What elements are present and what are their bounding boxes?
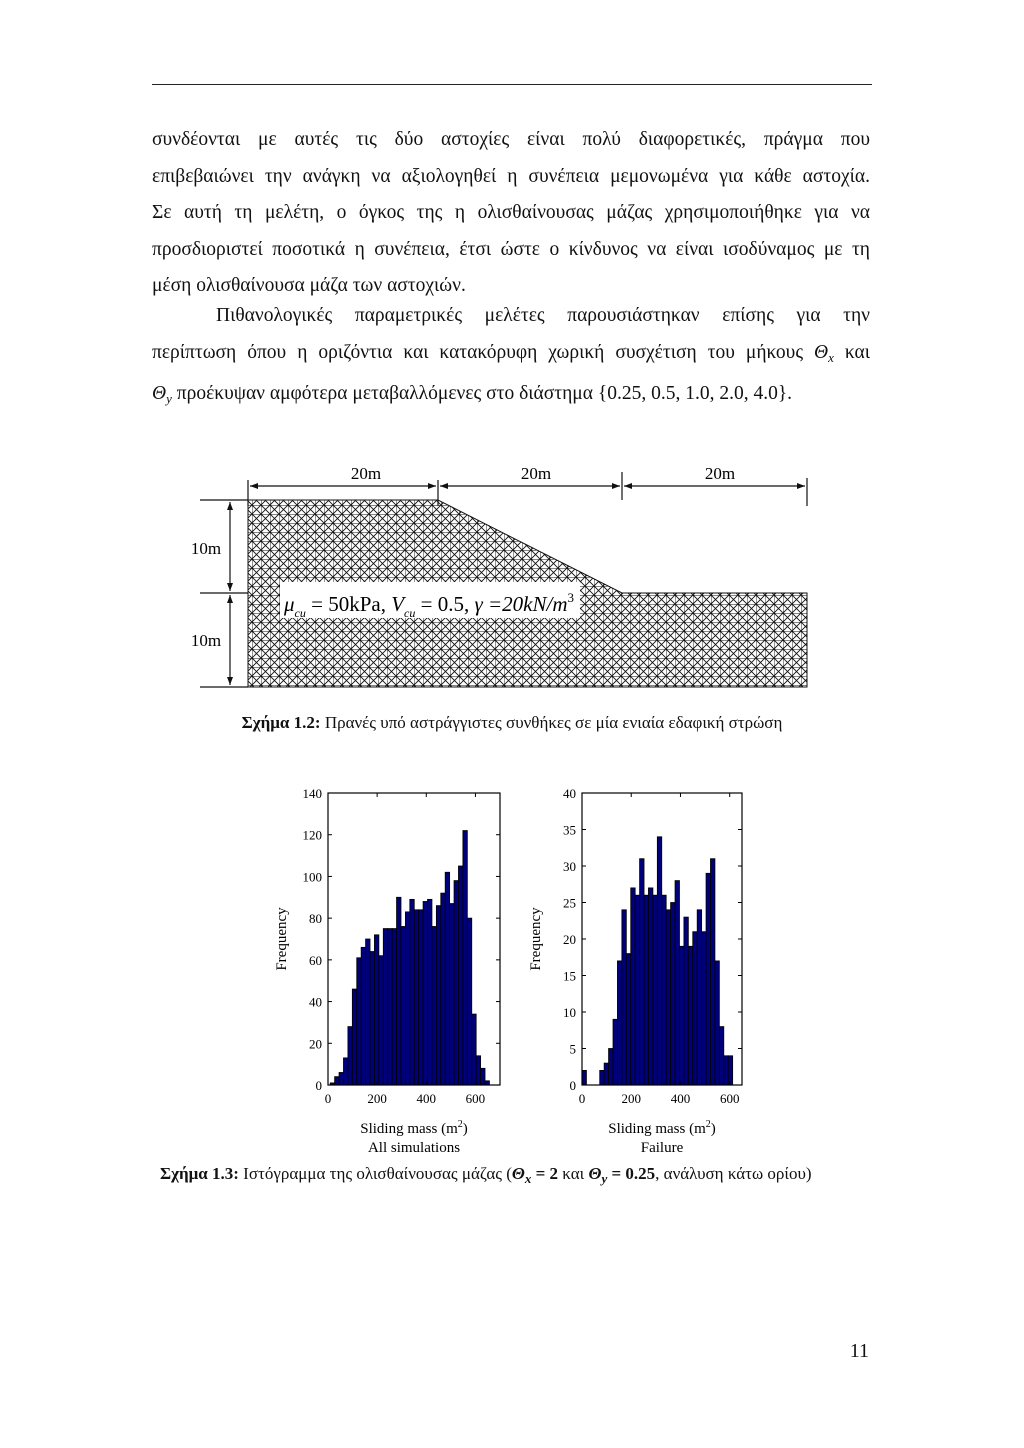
histogram-bar (653, 895, 657, 1085)
histogram-all-simulations (274, 786, 500, 1156)
paragraph-2-line (152, 335, 870, 377)
mu-subscript: cu (294, 606, 306, 620)
histogram-bar (684, 917, 688, 1085)
histogram-bar (679, 946, 683, 1085)
theta-subscript: y (601, 1171, 608, 1186)
y-tick-label: 60 (309, 952, 322, 968)
histogram-bar (441, 893, 445, 1085)
y-tick-label: 140 (302, 786, 322, 801)
histogram-failure (528, 786, 742, 1156)
header-rule (152, 84, 872, 85)
paragraph-2-text: και (833, 341, 871, 363)
paragraph-1-line: συνδέονται με αυτές τις δύο αστοχίες είναι πολύ διαφορετικές, πράγμα που (152, 129, 870, 150)
v-symbol: V (391, 592, 405, 616)
x-tick-label: 200 (367, 1091, 387, 1106)
histogram-bar (357, 958, 361, 1085)
gamma-text: γ =20kN/m (474, 592, 568, 616)
histogram-bar (675, 881, 679, 1085)
dimension-label-top: 20m (350, 464, 382, 483)
histogram-bar (715, 961, 719, 1085)
histogram-bar (432, 926, 436, 1085)
y-tick-label: 35 (563, 822, 576, 838)
x-tick-label: 400 (670, 1091, 691, 1106)
histogram-bar (445, 872, 449, 1085)
caption-text: , ανάλυση κάτω ορίου) (655, 1164, 812, 1183)
theta-subscript: y (166, 391, 172, 406)
figure-1-3-caption (160, 1163, 812, 1190)
paragraph-2-line: Πιθανολογικές παραμετρικές μελέτες παρουσιάστηκαν επίσης για την (216, 305, 870, 326)
x-axis-label: Sliding mass $(m^2)$ (608, 1119, 716, 1137)
y-axis-label: Frequency (274, 907, 290, 971)
histogram-bar (419, 910, 423, 1085)
theta-subscript: x (524, 1171, 532, 1186)
histogram-bar (476, 1056, 480, 1085)
paragraph-2-text: περίπτωση όπου η οριζόντια και κατακόρυφη χωρική συσχέτιση του μήκους (152, 341, 815, 363)
histogram-subtitle: Failure (640, 1140, 684, 1156)
v-subscript: cu (404, 606, 416, 620)
histogram-bar (697, 910, 701, 1085)
histogram-bar (609, 1049, 613, 1086)
histogram-bar (335, 1077, 339, 1085)
histogram-bar (631, 888, 635, 1085)
x-tick-label: 600 (465, 1091, 486, 1106)
dimension-label-top: 20m (704, 464, 736, 483)
x-tick-label: 0 (324, 1091, 332, 1106)
histogram-bar (724, 1056, 728, 1085)
paragraph-2 (152, 298, 870, 418)
histogram-bar (348, 1027, 352, 1085)
y-tick-label: 15 (563, 968, 576, 984)
paragraph-1-line: προσδιοριστεί ποσοτικά η συνέπεια, έτσι ώστε ο κίνδυνος να είναι ισοδύναμος με τη (152, 238, 870, 260)
caption-text: Ιστόγραμμα της ολισθαίνουσας μάζας ( (238, 1164, 512, 1183)
histogram-bar (671, 903, 675, 1086)
histogram-bar (343, 1058, 347, 1085)
histogram-bar (635, 895, 639, 1085)
histogram-bar (640, 859, 644, 1085)
y-tick-label: 120 (302, 827, 322, 843)
histogram-bar (392, 929, 396, 1085)
y-tick-label: 10 (563, 1005, 576, 1020)
x-tick-label: 200 (621, 1091, 641, 1106)
histogram-bar (662, 895, 666, 1085)
histogram-bar (693, 932, 697, 1085)
paragraph-1 (152, 122, 870, 305)
unit-superscript: 3 (567, 590, 574, 605)
histogram-bar (463, 831, 467, 1085)
histogram-bar (706, 873, 710, 1085)
caption-equation: = 0.25 (607, 1164, 656, 1183)
slope-mesh-figure (180, 460, 830, 700)
caption-label: Σχήμα 1.3: (160, 1164, 239, 1183)
histogram-bar (582, 1070, 586, 1085)
paragraph-1-line: Σε αυτή τη μελέτη, ο όγκος της η ολισθαίνουσας μάζας χρησιμοποιήθηκε για να (152, 202, 870, 223)
theta-symbol: Θ (511, 1164, 525, 1183)
y-tick-label: 40 (563, 786, 576, 801)
parameter-text: = 0.5, (415, 592, 475, 616)
y-tick-label: 80 (309, 911, 322, 927)
dimension-label-left: 10m (190, 539, 222, 558)
mu-symbol: μ (284, 592, 295, 616)
theta-symbol: Θ (152, 383, 167, 404)
y-tick-label: 25 (563, 895, 576, 911)
histogram-bar (600, 1070, 604, 1085)
histogram-bar (410, 899, 414, 1085)
histogram-bar (622, 910, 626, 1085)
paragraph-2-text: προέκυψαν αμφότερα μεταβαλλόμενες στο διάστημα {0.25, 0.5, 1.0, 2.0, 4.0}. (171, 383, 793, 404)
histogram-bar (379, 956, 383, 1085)
paragraph-2-line (152, 376, 870, 418)
y-tick-label: 30 (563, 859, 576, 874)
histogram-bar (388, 929, 392, 1085)
y-tick-label: 40 (309, 994, 322, 1010)
histogram-bar (728, 1056, 732, 1085)
figure-1-2-caption (0, 712, 1024, 734)
histogram-bar (352, 989, 356, 1085)
histogram-bar (454, 881, 458, 1085)
y-tick-label: 20 (563, 932, 576, 947)
caption-text: Πρανές υπό αστράγγιστες συνθήκες σε μία ενιαία εδαφική στρώση (320, 713, 783, 732)
caption-text: και (558, 1164, 589, 1183)
histogram-bar (719, 1027, 723, 1085)
paragraph-1-line: μέση ολισθαίνουσα μάζα των αστοχιών. (152, 275, 466, 296)
histogram-bar (648, 888, 652, 1085)
histogram-bar (604, 1063, 608, 1085)
histogram-bar (481, 1068, 485, 1085)
histogram-bar (361, 947, 365, 1085)
theta-symbol: Θ (588, 1164, 602, 1183)
histogram-bar (485, 1081, 489, 1085)
histogram-bar (472, 1014, 476, 1085)
x-tick-label: 600 (719, 1091, 740, 1106)
theta-subscript: x (828, 349, 834, 365)
histogram-bar (405, 912, 409, 1085)
histogram-bar (657, 837, 661, 1085)
page-number: 11 (849, 1340, 869, 1362)
histogram-bar (414, 910, 418, 1085)
histogram-bar (710, 859, 714, 1085)
y-tick-label: 20 (309, 1036, 322, 1052)
y-tick-label: 100 (302, 869, 322, 885)
histogram-bar (428, 899, 432, 1085)
dimension-label-top: 20m (520, 464, 552, 483)
histogram-bar (401, 926, 405, 1085)
parameter-label (283, 590, 574, 620)
histogram-bar (626, 954, 630, 1085)
y-tick-label: 0 (315, 1078, 322, 1093)
histogram-figure (255, 775, 775, 1160)
histogram-bar (374, 935, 378, 1085)
histogram-bar (436, 906, 440, 1085)
histogram-bar (458, 866, 462, 1085)
theta-symbol: Θ (814, 341, 829, 363)
y-tick-label: 5 (569, 1041, 576, 1057)
histogram-bar (450, 904, 454, 1085)
dimension-label-left: 10m (190, 631, 222, 650)
histogram-bar (613, 1019, 617, 1085)
histogram-bar (467, 918, 471, 1085)
histogram-bar (688, 946, 692, 1085)
histogram-bar (370, 952, 374, 1085)
histogram-bar (702, 932, 706, 1085)
histogram-bar (423, 901, 427, 1085)
x-tick-label: 0 (578, 1091, 586, 1106)
histogram-bar (666, 910, 670, 1085)
y-axis-label: Frequency (528, 907, 544, 971)
histogram-bar (644, 895, 648, 1085)
paragraph-1-line: επιβεβαιώνει την ανάγκη να αξιολογηθεί η συνέπεια μεμονωμένα για κάθε αστοχία. (152, 165, 870, 187)
histogram-bar (339, 1072, 343, 1085)
histogram-bar (366, 939, 370, 1085)
x-axis-label: Sliding mass $(m^2)$ (360, 1119, 468, 1137)
x-tick-label: 400 (416, 1091, 437, 1106)
histogram-subtitle: All simulations (367, 1140, 461, 1156)
histogram-bar (397, 897, 401, 1085)
histogram-bar (617, 961, 621, 1085)
caption-label: Σχήμα 1.2: (241, 713, 321, 732)
histogram-bar (383, 929, 387, 1085)
caption-equation: = 2 (531, 1164, 559, 1183)
y-tick-label: 0 (569, 1078, 576, 1093)
parameter-text: = 50kPa, (305, 592, 392, 616)
